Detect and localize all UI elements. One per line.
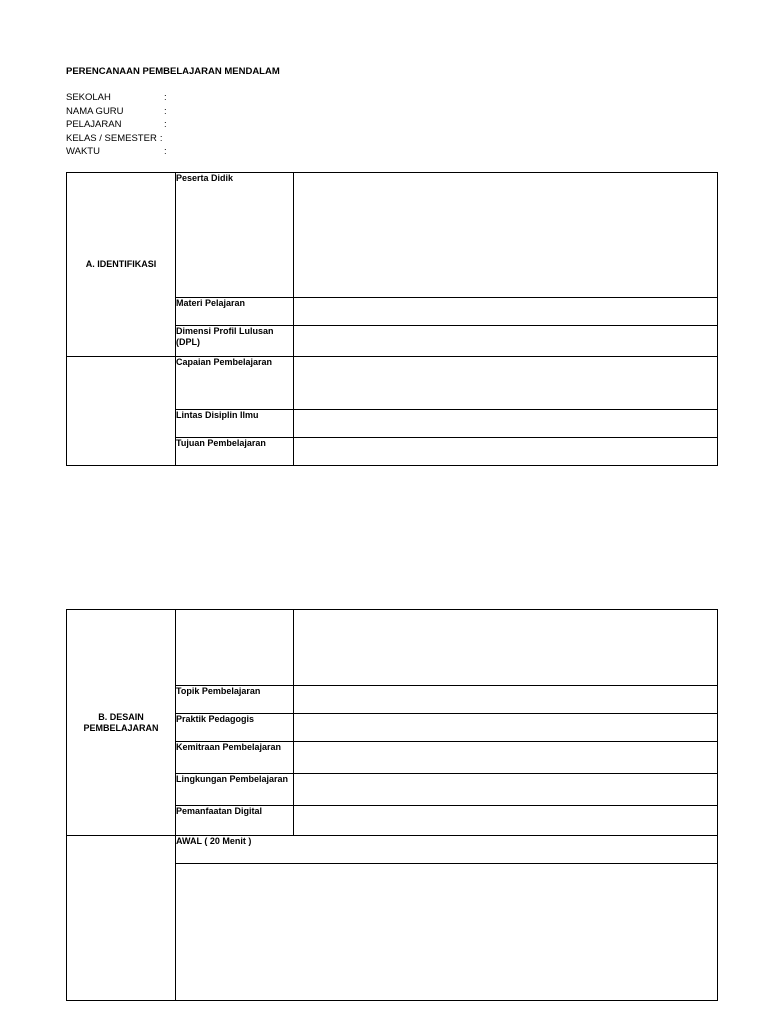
row-label-materi-pelajaran: Materi Pelajaran [176,298,294,326]
section-a-empty-cell [67,357,176,466]
field-label: KELAS / SEMESTER [66,132,157,144]
desain-pembelajaran-table [66,609,718,1001]
value-cell-pemanfaatan-digital[interactable] [294,806,718,836]
row-label-pemanfaatan-digital: Pemanfaatan Digital [176,806,294,836]
table-row [67,610,718,686]
document-title: PERENCANAAN PEMBELAJARAN MENDALAM [66,66,280,77]
value-cell-lingkungan-pembelajaran[interactable] [294,774,718,806]
field-label: SEKOLAH [66,92,111,103]
row-label-lingkungan-pembelajaran: Lingkungan Pembelajaran [176,774,294,806]
field-colon: : [164,92,167,103]
field-colon: : [164,119,167,131]
row-label-tujuan-pembelajaran: Tujuan Pembelajaran [176,438,294,466]
value-cell-materi-pelajaran[interactable] [294,298,718,326]
field-label: WAKTU [66,146,100,158]
value-cell-kemitraan-pembelajaran[interactable] [294,742,718,774]
row-label-dimensi-profil: Dimensi Profil Lulusan (DPL) [176,326,294,357]
row-label-capaian-pembelajaran: Capaian Pembelajaran [176,357,294,410]
value-cell-awal[interactable] [176,864,718,1001]
value-cell-empty[interactable] [294,610,718,686]
section-b-empty-cell [67,836,176,1001]
field-colon: : [159,132,163,144]
section-a-label: A. IDENTIFIKASI [67,173,176,357]
header-fields [66,91,167,159]
table-row [67,836,718,864]
field-nama-guru [66,105,167,119]
row-label-lintas-disiplin: Lintas Disiplin Ilmu [176,410,294,438]
section-b-label: B. DESAIN PEMBELAJARAN [67,610,176,836]
identifikasi-table [66,172,718,466]
field-kelas-semester [66,132,167,146]
field-sekolah [66,91,167,105]
row-label-praktik-pedagogis: Praktik Pedagogis [176,714,294,742]
value-cell-praktik-pedagogis[interactable] [294,714,718,742]
awal-label: AWAL ( 20 Menit ) [176,836,718,864]
value-cell-tujuan-pembelajaran[interactable] [294,438,718,466]
table-row [67,173,718,298]
field-waktu [66,145,167,159]
field-label: PELAJARAN [66,119,122,131]
field-pelajaran [66,118,167,132]
value-cell-peserta-didik[interactable] [294,173,718,298]
table-row [67,357,718,410]
field-label: NAMA GURU [66,105,124,117]
row-label-kemitraan-pembelajaran: Kemitraan Pembelajaran [176,742,294,774]
row-label-peserta-didik: Peserta Didik [176,173,294,298]
value-cell-dimensi-profil[interactable] [294,326,718,357]
value-cell-topik-pembelajaran[interactable] [294,686,718,714]
field-colon: : [164,146,167,158]
row-label-topik-pembelajaran: Topik Pembelajaran [176,686,294,714]
value-cell-lintas-disiplin[interactable] [294,410,718,438]
row-label-empty [176,610,294,686]
value-cell-capaian-pembelajaran[interactable] [294,357,718,410]
field-colon: : [164,105,167,117]
